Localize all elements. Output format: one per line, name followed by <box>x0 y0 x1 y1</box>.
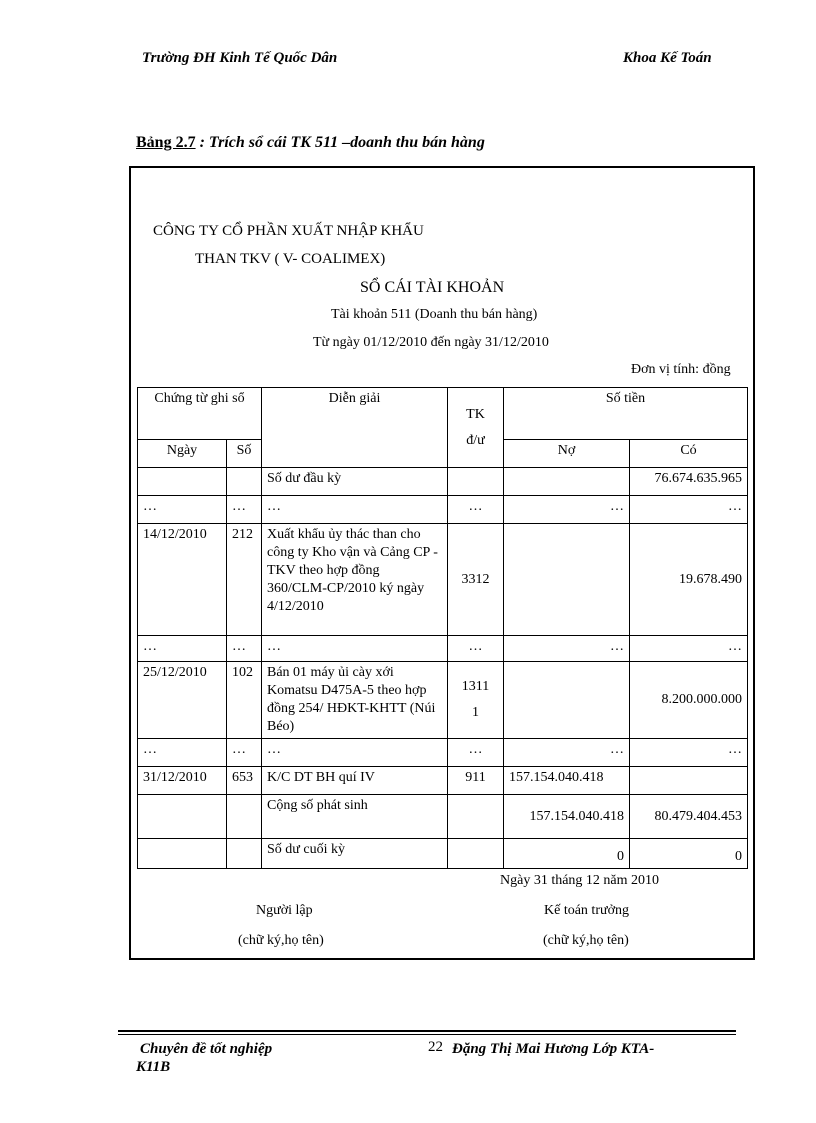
row-description: Bán 01 máy ủi cày xới Komatsu D475A-5 theo hợp đồng 254/ HĐKT-KHTT (Núi Béo) <box>262 662 448 739</box>
row-tk-line1: 1311 <box>461 679 490 694</box>
row-description: … <box>262 636 448 662</box>
row-credit: … <box>630 739 748 767</box>
row-number <box>227 468 262 496</box>
ledger-period: Từ ngày 01/12/2010 đến ngày 31/12/2010 <box>313 335 549 350</box>
table-row <box>138 839 748 869</box>
row-tk: … <box>448 739 504 767</box>
row-credit: … <box>630 496 748 524</box>
row-number <box>227 839 262 869</box>
row-description: Cộng số phát sinh <box>262 795 448 839</box>
row-tk <box>448 839 504 869</box>
row-debit: … <box>504 636 630 662</box>
footer-left: Chuyên đề tốt nghiệp <box>140 1041 273 1057</box>
chief-accountant-label: Kế toán trưởng <box>544 903 629 918</box>
header-tk <box>448 388 504 468</box>
table-row <box>138 662 748 739</box>
row-number: … <box>227 636 262 662</box>
header-school: Trường ĐH Kinh Tế Quốc Dân <box>142 50 338 66</box>
row-date: 25/12/2010 <box>138 662 227 739</box>
signature-date: Ngày 31 tháng 12 năm 2010 <box>500 873 660 888</box>
row-date: 31/12/2010 <box>138 767 227 795</box>
unit-label: Đơn vị tính: đồng <box>631 362 731 377</box>
table-row <box>138 524 748 636</box>
row-description: … <box>262 739 448 767</box>
header-voucher: Chứng từ ghi sổ <box>138 388 262 440</box>
row-tk: … <box>448 496 504 524</box>
row-credit: 19.678.490 <box>630 524 748 636</box>
ledger-title: SỔ CÁI TÀI KHOẢN <box>360 279 505 296</box>
header-tk-line2: đ/ư <box>466 432 485 448</box>
row-debit: 157.154.040.418 <box>504 795 630 839</box>
row-credit: 0 <box>630 839 748 869</box>
row-date: … <box>138 496 227 524</box>
ledger-table <box>137 387 748 869</box>
caption-title: Trích sổ cái TK 511 –doanh thu bán hàng <box>208 134 485 151</box>
table-row <box>138 739 748 767</box>
caption-colon: : <box>195 134 209 151</box>
table-row <box>138 636 748 662</box>
row-date: … <box>138 636 227 662</box>
row-tk <box>448 795 504 839</box>
header-faculty: Khoa Kế Toán <box>623 50 712 66</box>
row-debit <box>504 524 630 636</box>
row-number: … <box>227 496 262 524</box>
row-description: … <box>262 496 448 524</box>
header-amount: Số tiền <box>504 388 748 440</box>
row-debit <box>504 468 630 496</box>
table-caption <box>136 134 485 152</box>
header-date: Ngày <box>138 440 227 468</box>
row-credit: … <box>630 636 748 662</box>
header-number: Số <box>227 440 262 468</box>
row-tk: 3312 <box>448 524 504 636</box>
company-name-line1: CÔNG TY CỔ PHẦN XUẤT NHẬP KHẨU <box>153 223 424 239</box>
header-debit: Nợ <box>504 440 630 468</box>
row-number: … <box>227 739 262 767</box>
footer-rule-thin <box>118 1034 736 1035</box>
row-credit <box>630 767 748 795</box>
row-debit: 0 <box>504 839 630 869</box>
ledger-account: Tài khoản 511 (Doanh thu bán hàng) <box>331 307 538 322</box>
row-date <box>138 795 227 839</box>
row-number: 212 <box>227 524 262 636</box>
row-date <box>138 468 227 496</box>
row-description: Số dư cuối kỳ <box>262 839 448 869</box>
row-number: 653 <box>227 767 262 795</box>
row-credit: 80.479.404.453 <box>630 795 748 839</box>
table-row <box>138 496 748 524</box>
table-row <box>138 795 748 839</box>
company-name-line2: THAN TKV ( V- COALIMEX) <box>195 251 386 267</box>
header-description: Diễn giải <box>262 388 448 468</box>
footer-right: Đặng Thị Mai Hương Lớp KTA- <box>452 1041 655 1057</box>
row-date: 14/12/2010 <box>138 524 227 636</box>
caption-label: Bảng 2.7 <box>136 134 196 151</box>
footer-class-cont: K11B <box>136 1059 171 1075</box>
header-tk-line1: TK <box>466 406 485 422</box>
footer-rule <box>118 1030 736 1032</box>
row-debit: … <box>504 496 630 524</box>
row-tk <box>448 468 504 496</box>
chief-accountant-note: (chữ ký,họ tên) <box>543 933 629 948</box>
row-number: 102 <box>227 662 262 739</box>
row-debit: … <box>504 739 630 767</box>
row-credit: 8.200.000.000 <box>630 662 748 739</box>
row-number <box>227 795 262 839</box>
row-tk: … <box>448 636 504 662</box>
row-tk <box>448 662 504 739</box>
table-row <box>138 468 748 496</box>
page-number: 22 <box>428 1039 443 1055</box>
row-date: … <box>138 739 227 767</box>
row-date <box>138 839 227 869</box>
row-credit: 76.674.635.965 <box>630 468 748 496</box>
row-tk-line2: 1 <box>472 705 479 720</box>
row-debit <box>504 662 630 739</box>
table-row <box>138 767 748 795</box>
row-description: K/C DT BH quí IV <box>262 767 448 795</box>
row-tk: 911 <box>448 767 504 795</box>
header-credit: Có <box>630 440 748 468</box>
preparer-note: (chữ ký,họ tên) <box>238 933 324 948</box>
row-description: Số dư đầu kỳ <box>262 468 448 496</box>
row-description: Xuất khẩu ủy thác than cho công ty Kho vận và Cảng CP - TKV theo hợp đồng 360/CLM-CP/2010 ký ngày 4/12/2010 <box>262 524 448 636</box>
row-debit: 157.154.040.418 <box>504 767 630 795</box>
preparer-label: Người lập <box>256 903 313 918</box>
